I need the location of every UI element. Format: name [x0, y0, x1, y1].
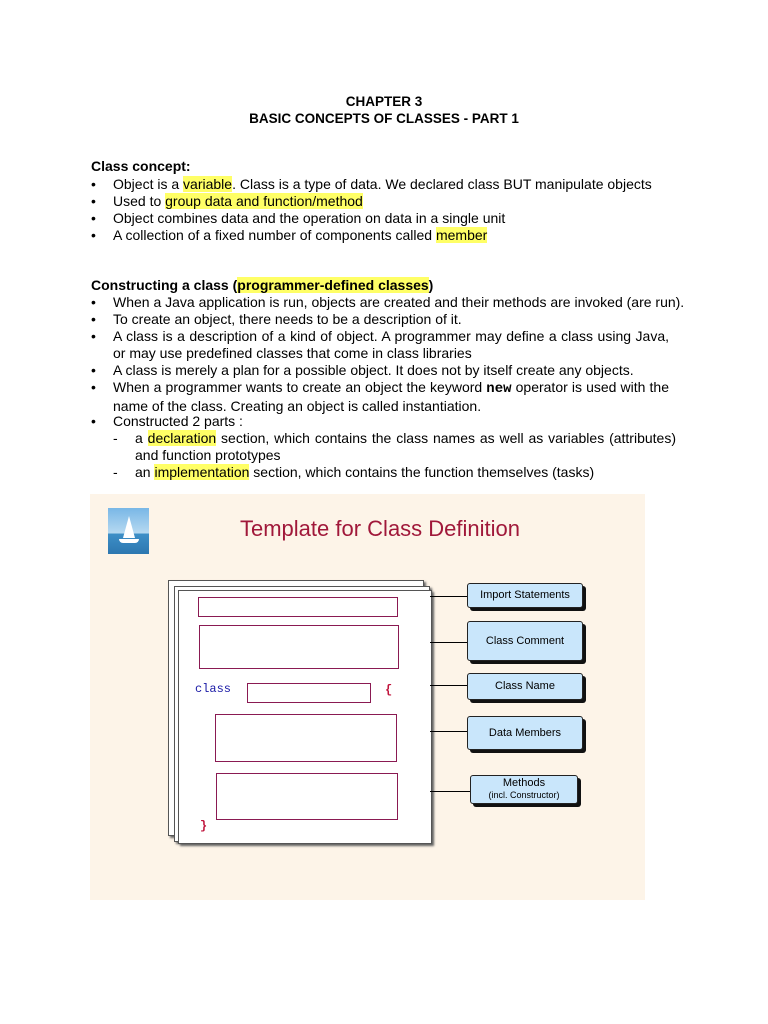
data-members-slot [215, 714, 397, 762]
section-heading-class-concept: Class concept: [91, 158, 191, 174]
chapter-label: CHAPTER 3 [345, 94, 423, 109]
bullet-icon: • [91, 379, 96, 395]
bullet-icon: • [91, 210, 96, 226]
bullet-icon: • [91, 362, 96, 378]
highlight: declaration [147, 430, 217, 446]
figure-title: Template for Class Definition [240, 516, 521, 541]
highlight: variable [183, 176, 233, 192]
bullet-icon: • [91, 294, 96, 310]
highlight: member [435, 227, 488, 243]
close-brace: } [200, 819, 208, 833]
open-brace: { [385, 683, 393, 697]
callout-class-comment: Class Comment [467, 621, 583, 661]
bullet-icon: • [91, 328, 96, 344]
class-name-slot [247, 683, 371, 703]
callout-import-statements: Import Statements [467, 583, 583, 608]
connector-line [430, 791, 470, 792]
connector-line [430, 642, 467, 643]
callout-data-members: Data Members [467, 716, 583, 750]
callout-methods: Methods (incl. Constructor) [470, 775, 578, 804]
section-heading-constructing: Constructing a class (programmer-defined classes) [91, 277, 434, 293]
methods-slot [216, 773, 398, 820]
bullet-icon: • [91, 176, 96, 192]
connector-line [430, 596, 467, 597]
import-slot [198, 597, 398, 617]
page-title: BASIC CONCEPTS OF CLASSES - PART 1 [249, 111, 519, 126]
highlight: group data and function/method [165, 193, 363, 209]
callout-class-name: Class Name [467, 673, 583, 700]
comment-slot [199, 625, 399, 669]
highlight: programmer-defined classes [237, 277, 429, 293]
highlight: implementation [154, 464, 250, 480]
keyword-code: new [486, 381, 512, 397]
class-keyword: class [195, 682, 232, 696]
connector-line [430, 731, 467, 732]
bullet-icon: • [91, 311, 96, 327]
connector-line [430, 685, 467, 686]
bullet-icon: • [91, 227, 96, 243]
bullet-icon: • [91, 193, 96, 209]
class-template-figure [90, 494, 645, 900]
bullet-icon: • [91, 413, 96, 429]
sailboat-photo-icon [108, 508, 149, 554]
